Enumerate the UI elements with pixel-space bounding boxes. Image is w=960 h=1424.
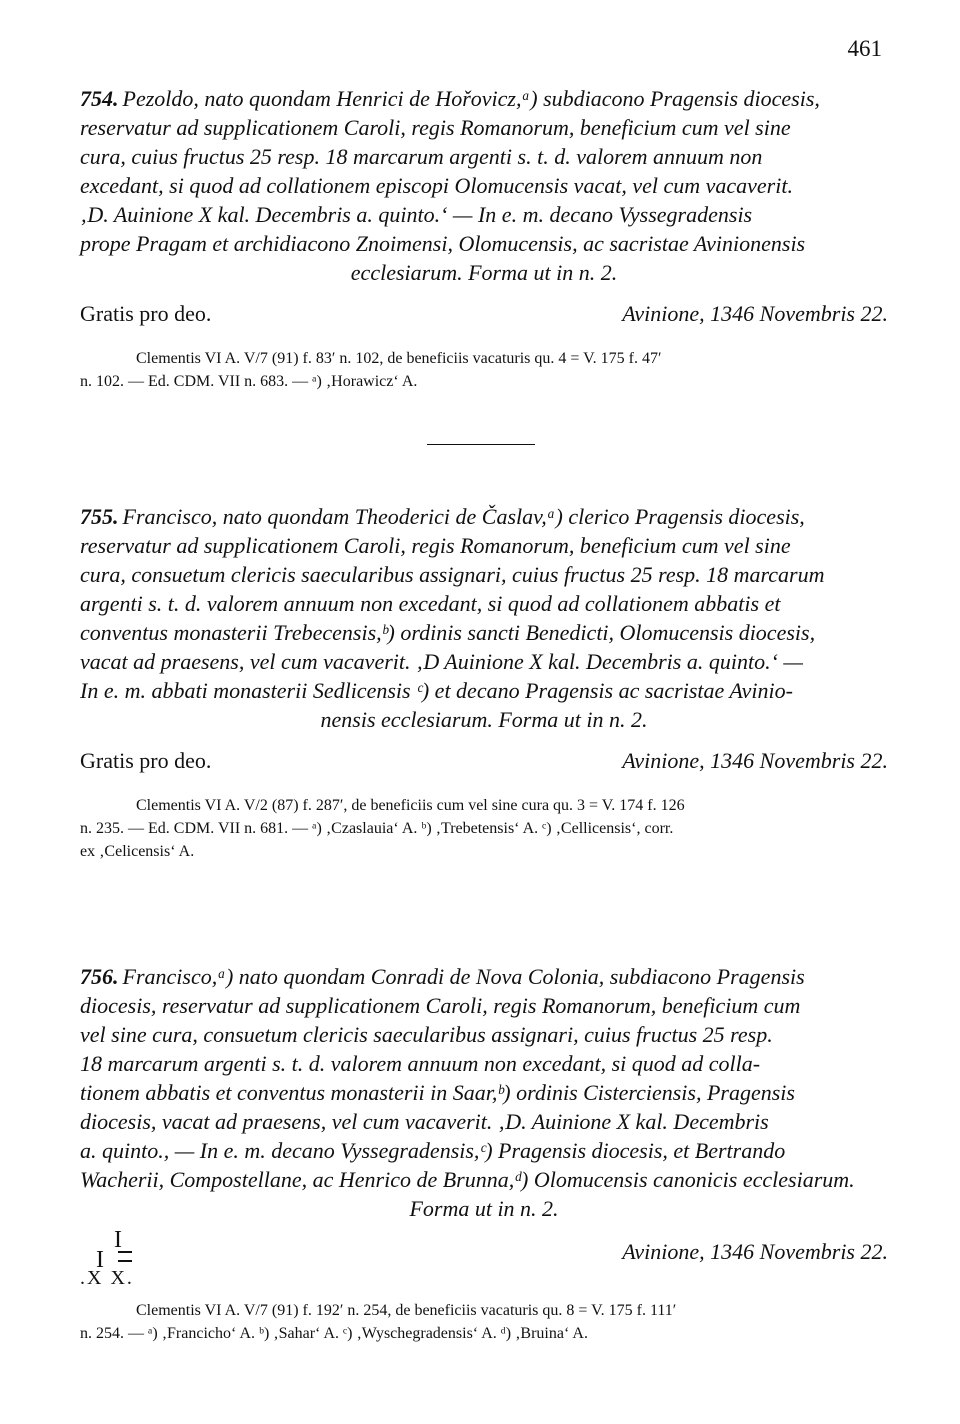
footnote-line: n. 254. — ᵃ) ‚Francicho‘ A. ᵇ) ‚Sahar‘ A. ᶜ) ‚Wyschegradensis‘ A. ᵈ) ‚Bruina‘ A. xyxy=(80,1325,588,1342)
text-line: excedant, si quod ad collationem episcopi Olomucensis vacat, vel cum vacaverit. xyxy=(80,173,793,198)
text-line: ‚D. Auinione X kal. Decembris a. quinto.‘ — In e. m. decano Vyssegradensis xyxy=(80,202,753,227)
place-date: Avinione, 1346 Novembris 22. xyxy=(622,1239,888,1264)
text-line: cura, consuetum clericis saecularibus assignari, cuius fructus 25 resp. 18 marcarum xyxy=(80,562,825,587)
footnote-line: ex ‚Celicensis‘ A. xyxy=(80,843,195,860)
footnotes xyxy=(80,347,888,393)
footnotes xyxy=(80,1299,888,1345)
entry-number: 755. xyxy=(80,504,119,529)
text-line: vel sine cura, consuetum clericis saecularibus assignari, cuius fructus 25 resp. xyxy=(80,1022,773,1047)
text-line: conventus monasterii Trebecensis,ᵇ) ordinis sancti Benedicti, Olomucensis diocesis, xyxy=(80,620,816,645)
text-line: Pezoldo, nato quondam Henrici de Hořovicz,ᵃ) subdiacono Pragensis diocesis, xyxy=(122,86,820,111)
dateline xyxy=(80,301,888,327)
text-line: tionem abbatis et conventus monasterii in Saar,ᵇ) ordinis Cisterciensis, Pragensis xyxy=(80,1080,795,1105)
footnote-line: n. 235. — Ed. CDM. VII n. 681. — ᵃ) ‚Czaslauia‘ A. ᵇ) ‚Trebetensis‘ A. ᶜ) ‚Cellicensis‘, corr. xyxy=(80,820,674,837)
entry-754 xyxy=(80,84,888,393)
text-line: Francisco,ᵃ) nato quondam Conradi de Nova Colonia, subdiacono Pragensis xyxy=(122,964,805,989)
tax-mark-top: I xyxy=(114,1227,122,1253)
footnote-line: Clementis VI A. V/7 (91) f. 192′ n. 254, de beneficiis vacaturis qu. 8 = V. 175 f. 111′ xyxy=(136,1302,677,1319)
entry-number: 756. xyxy=(80,964,119,989)
text-line: prope Pragam et archidiacono Znoimensi, Olomucensis, ac sacristae Avinionensis xyxy=(80,231,806,256)
text-line: reservatur ad supplicationem Caroli, regis Romanorum, beneficium cum vel sine xyxy=(80,115,791,140)
tax-mark-mid: I xyxy=(96,1247,104,1273)
tax-mark-bar xyxy=(118,1260,132,1262)
entry-755 xyxy=(80,502,888,863)
footnote-line: Clementis VI A. V/7 (91) f. 83′ n. 102, de beneficiis vacaturis qu. 4 = V. 175 f. 47′ xyxy=(136,350,662,367)
place-date: Avinione, 1346 Novembris 22. xyxy=(622,748,888,773)
tax-mark xyxy=(80,1227,150,1291)
text-line-last: Forma ut in n. 2. xyxy=(409,1196,559,1221)
gratis-note: Gratis pro deo. xyxy=(80,748,212,773)
section-divider xyxy=(427,444,535,445)
entry-text xyxy=(80,962,888,1223)
text-line: a. quinto., — In e. m. decano Vyssegradensis,ᶜ) Pragensis diocesis, et Bertrando xyxy=(80,1138,786,1163)
place-date: Avinione, 1346 Novembris 22. xyxy=(622,301,888,326)
dateline xyxy=(80,1227,888,1291)
text-line: argenti s. t. d. valorem annuum non excedant, si quod ad collationem abbatis et xyxy=(80,591,781,616)
entry-756 xyxy=(80,962,888,1345)
footnote-line: n. 102. — Ed. CDM. VII n. 683. — ᵃ) ‚Horawicz‘ A. xyxy=(80,373,418,390)
text-line-last: ecclesiarum. Forma ut in n. 2. xyxy=(350,260,618,285)
text-line: Wacherii, Compostellane, ac Henrico de Brunna,ᵈ) Olomucensis canonicis ecclesiarum. xyxy=(80,1167,855,1192)
page-number: 461 xyxy=(847,36,882,61)
text-line: In e. m. abbati monasterii Sedlicensis ᶜ) et decano Pragensis ac sacristae Avinio- xyxy=(80,678,793,703)
entry-number: 754. xyxy=(80,86,119,111)
dateline xyxy=(80,748,888,774)
footnote-line: Clementis VI A. V/2 (87) f. 287′, de beneficiis cum vel sine cura qu. 3 = V. 174 f. 126 xyxy=(136,797,685,814)
text-line: cura, cuius fructus 25 resp. 18 marcarum argenti s. t. d. valorem annuum non xyxy=(80,144,763,169)
text-line-last: nensis ecclesiarum. Forma ut in n. 2. xyxy=(320,707,648,732)
tax-mark-bar xyxy=(118,1251,132,1253)
footnotes xyxy=(80,794,888,863)
text-line: diocesis, reservatur ad supplicationem Caroli, regis Romanorum, beneficium cum xyxy=(80,993,801,1018)
entry-text xyxy=(80,84,888,287)
text-line: diocesis, vacat ad praesens, vel cum vacaverit. ‚D. Auinione X kal. Decembris xyxy=(80,1109,769,1134)
text-line: reservatur ad supplicationem Caroli, regis Romanorum, beneficium cum vel sine xyxy=(80,533,791,558)
entry-text xyxy=(80,502,888,734)
text-line: Francisco, nato quondam Theoderici de Časlav,ᵃ) clerico Pragensis diocesis, xyxy=(122,504,805,529)
text-line: vacat ad praesens, vel cum vacaverit. ‚D Auinione X kal. Decembris a. quinto.‘ — xyxy=(80,649,803,674)
gratis-note: Gratis pro deo. xyxy=(80,301,212,326)
text-line: 18 marcarum argenti s. t. d. valorem annuum non excedant, si quod ad colla- xyxy=(80,1051,761,1076)
tax-mark-bottom: .X X. xyxy=(80,1267,134,1289)
